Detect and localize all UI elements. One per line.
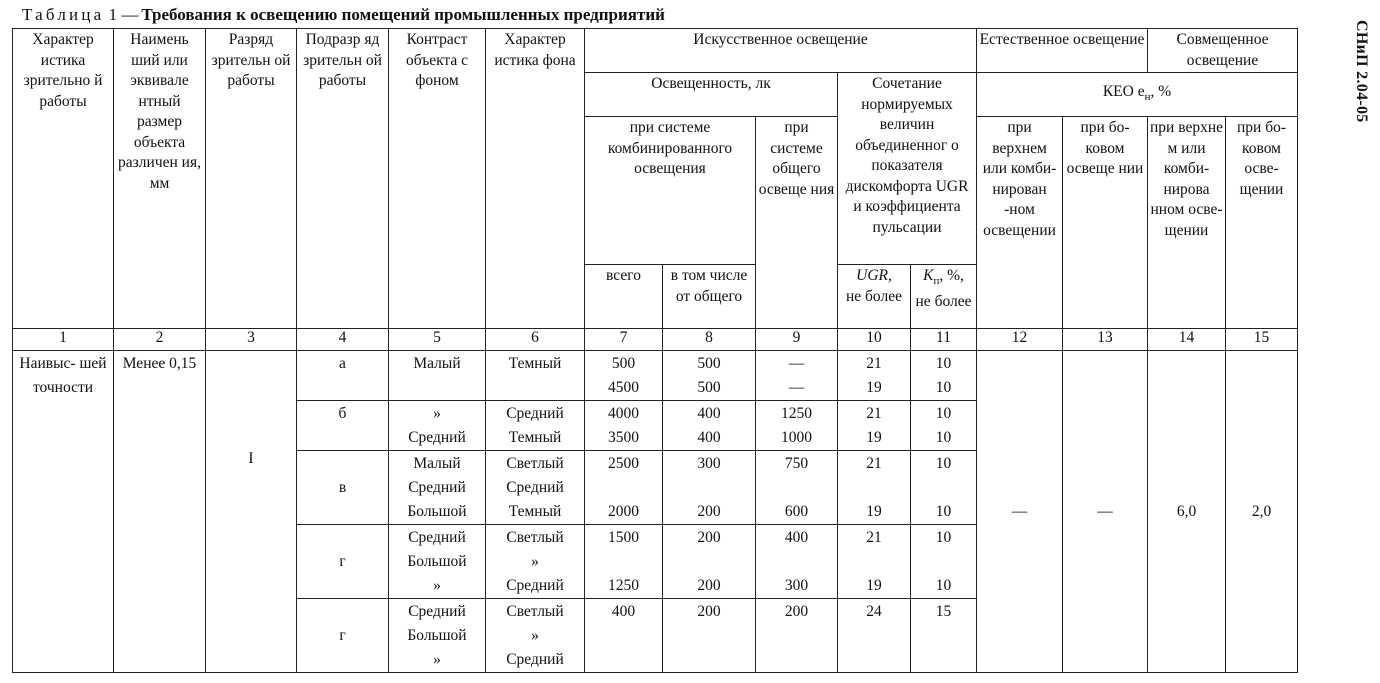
contrast-value-cell (389, 451, 486, 525)
illuminance-incl-general: 400 (697, 405, 721, 422)
illuminance-incl-general (665, 550, 753, 574)
header-total: всего (585, 265, 663, 329)
contrast-value: » (433, 577, 441, 594)
keo-subscript: н (1144, 91, 1151, 104)
background-value: Темный (508, 355, 562, 372)
illuminance-general-cell (756, 525, 838, 599)
illuminance-incl-general (665, 476, 753, 500)
illuminance-total-cell (585, 401, 663, 451)
ugr-value-cell (838, 451, 911, 525)
column-number: 7 (585, 329, 663, 351)
background-value: Средний (506, 577, 564, 594)
keo-natural-top: — (977, 351, 1063, 673)
pulsation-coefficient: 10 (935, 405, 952, 422)
illuminance-incl-general: 200 (697, 603, 721, 620)
pulsation-coefficient-cell (911, 599, 977, 673)
illuminance-total: 1500 (608, 529, 639, 546)
column-number: 5 (389, 329, 486, 351)
illuminance-total (587, 476, 660, 500)
pulsation-coefficient (913, 550, 974, 574)
column-number: 8 (663, 329, 756, 351)
illuminance-general: 400 (784, 529, 809, 546)
column-number: 2 (114, 329, 206, 351)
column-number-row (13, 329, 1298, 351)
ugr-value-cell (838, 401, 911, 451)
illuminance-general (758, 476, 835, 500)
ugr-value (840, 550, 908, 574)
background-value-cell (486, 599, 585, 673)
contrast-value: Большой (407, 553, 467, 570)
pulsation-coefficient-cell (911, 451, 977, 525)
header-subcategory: Подразр яд зрительн ой работы (297, 29, 389, 329)
pulsation-coefficient-cell (911, 401, 977, 451)
background-value: Средний (506, 651, 564, 668)
illuminance-incl-general: 500 (697, 355, 721, 372)
table-row (13, 351, 1298, 401)
background-value: Светлый (506, 529, 564, 546)
keo-unit: , % (1150, 83, 1172, 101)
illuminance-total (587, 550, 660, 574)
subcategory: г (297, 599, 389, 673)
illuminance-general: 1250 (781, 405, 812, 422)
illuminance-total-cell (585, 451, 663, 525)
ugr-value-cell (838, 525, 911, 599)
ugr-note: не более (846, 287, 902, 305)
header-contrast: Контраст объекта с фоном (389, 29, 486, 329)
illuminance-general-cell (756, 401, 838, 451)
header-background: Характер истика фона (486, 29, 585, 329)
illuminance-total: 4000 (608, 405, 639, 422)
column-number: 3 (206, 329, 297, 351)
background-value-cell (486, 525, 585, 599)
pulsation-coefficient: 10 (935, 355, 952, 372)
contrast-value: Средний (408, 529, 466, 546)
illuminance-general (758, 550, 835, 574)
background-value-cell (486, 351, 585, 401)
illuminance-total: 2000 (608, 503, 639, 520)
background-value-cell (486, 451, 585, 525)
table-body (13, 351, 1298, 673)
header-category: Разряд зрительн ой работы (206, 29, 297, 329)
kp-note: не более (915, 292, 972, 310)
ugr-value: 21 (866, 455, 882, 472)
keo-label: КЕО е (1102, 83, 1145, 101)
illuminance-total: 2500 (608, 455, 639, 472)
background-value: Светлый (506, 603, 564, 620)
caption-prefix: Таблица (22, 5, 105, 24)
pulsation-coefficient: 10 (935, 503, 952, 520)
background-value: » (531, 627, 539, 644)
illuminance-total-cell (585, 351, 663, 401)
illuminance-total-cell (585, 599, 663, 673)
background-value: Средний (506, 479, 564, 496)
background-value: Темный (508, 429, 562, 446)
illuminance-total: 1250 (608, 577, 639, 594)
pulsation-coefficient: 10 (935, 379, 952, 396)
ugr-value: 19 (866, 379, 882, 396)
illuminance-incl-general: 200 (697, 577, 721, 594)
illuminance-incl-general-cell (663, 401, 756, 451)
header-ugr (838, 265, 911, 329)
pulsation-coefficient: 15 (935, 603, 952, 620)
header-combined-system: при системе комбинированного освещения (585, 117, 756, 265)
illuminance-incl-general-cell (663, 599, 756, 673)
contrast-value-cell (389, 351, 486, 401)
column-number: 9 (756, 329, 838, 351)
header-combined-side: при бо- ковом осве- щении (1226, 117, 1298, 329)
ugr-value-cell (838, 599, 911, 673)
kp-subscript: п (933, 275, 940, 288)
illuminance-general: 1000 (781, 429, 812, 446)
pulsation-coefficient-cell (911, 351, 977, 401)
subcategory: в (297, 451, 389, 525)
background-value: Светлый (506, 455, 564, 472)
contrast-value-cell (389, 599, 486, 673)
work-characteristic: Наивыс- шей точности (13, 351, 114, 673)
illuminance-general: 750 (784, 455, 809, 472)
contrast-value-cell (389, 401, 486, 451)
illuminance-total: 500 (611, 355, 636, 372)
subcategory: г (297, 525, 389, 599)
pulsation-coefficient (913, 476, 974, 500)
illuminance-incl-general: 200 (697, 529, 721, 546)
lighting-requirements-table (12, 28, 1298, 673)
contrast-value: Средний (408, 429, 466, 446)
background-value-cell (486, 401, 585, 451)
illuminance-general-cell (756, 351, 838, 401)
illuminance-general-cell (756, 451, 838, 525)
illuminance-general: — (788, 379, 805, 396)
keo-natural-side: — (1063, 351, 1148, 673)
header-artificial-lighting: Искусственное освещение (585, 29, 977, 73)
column-number: 15 (1226, 329, 1298, 351)
object-size: Менее 0,15 (114, 351, 206, 673)
header-object-size: Наимень ший или эквивале нтный размер объекта различен ия, мм (114, 29, 206, 329)
caption-title: Требования к освещению помещений промышленных предприятий (141, 5, 665, 24)
illuminance-total: 4500 (608, 379, 639, 396)
contrast-value-cell (389, 525, 486, 599)
work-category: I (206, 351, 297, 673)
illuminance-total-cell (585, 525, 663, 599)
illuminance-incl-general: 200 (697, 503, 721, 520)
kp-unit: , %, (939, 267, 964, 284)
background-value: » (531, 553, 539, 570)
ugr-value (840, 476, 908, 500)
keo-combined-side: 2,0 (1226, 351, 1298, 673)
illuminance-incl-general-cell (663, 351, 756, 401)
header-general-system: при системе общего освеще ния (756, 117, 838, 329)
header-illuminance: Освещенность, лк (585, 73, 838, 117)
pulsation-coefficient: 10 (935, 529, 952, 546)
illuminance-general: 200 (784, 603, 809, 620)
illuminance-general: 600 (784, 503, 809, 520)
contrast-value: » (433, 651, 441, 668)
illuminance-incl-general: 500 (697, 379, 721, 396)
ugr-value: 19 (866, 577, 882, 594)
illuminance-incl-general-cell (663, 525, 756, 599)
illuminance-incl-general-cell (663, 451, 756, 525)
contrast-value: Малый (413, 355, 461, 372)
contrast-value: Большой (407, 503, 467, 520)
column-number: 13 (1063, 329, 1148, 351)
subcategory: а (297, 351, 389, 401)
ugr-value-cell (838, 351, 911, 401)
column-number: 6 (486, 329, 585, 351)
header-incl-general: в том числе от общего (663, 265, 756, 329)
kp-label: К (923, 267, 934, 284)
background-value: Темный (508, 503, 562, 520)
column-number: 1 (13, 329, 114, 351)
header-combined-lighting: Совмещенное освещение (1148, 29, 1298, 73)
column-number: 11 (911, 329, 977, 351)
header-combined-top: при верхне м или комби- нирова нном осве- щении (1148, 117, 1226, 329)
header-ugr-combination: Сочетание нормируемых величин объединенног о показателя дискомфорта UGR и коэффициента пульсации (838, 73, 977, 265)
ugr-value: 19 (866, 429, 882, 446)
column-number: 10 (838, 329, 911, 351)
header-kp (911, 265, 977, 329)
illuminance-general-cell (756, 599, 838, 673)
ugr-value: 21 (866, 405, 882, 422)
column-number: 4 (297, 329, 389, 351)
pulsation-coefficient-cell (911, 525, 977, 599)
header-keo (977, 73, 1298, 117)
ugr-value: 24 (866, 603, 882, 620)
column-number: 12 (977, 329, 1063, 351)
keo-combined-top: 6,0 (1148, 351, 1226, 673)
illuminance-general: — (788, 355, 805, 372)
contrast-value: Малый (413, 455, 461, 472)
background-value: Средний (506, 405, 564, 422)
contrast-value: Средний (408, 603, 466, 620)
ugr-value: 21 (866, 529, 882, 546)
header-natural-top: при верхнем или комби- нирован -ном освещении (977, 117, 1063, 329)
pulsation-coefficient: 10 (935, 577, 952, 594)
contrast-value: Большой (407, 627, 467, 644)
illuminance-general: 300 (784, 577, 809, 594)
ugr-value: 19 (866, 503, 882, 520)
pulsation-coefficient: 10 (935, 455, 952, 472)
illuminance-total: 400 (611, 603, 636, 620)
ugr-label: UGR, (856, 267, 892, 284)
caption-dash: — (121, 5, 139, 24)
document-id: СНиП 2.04-05 (1353, 20, 1370, 123)
contrast-value: » (433, 405, 441, 422)
illuminance-incl-general: 300 (697, 455, 721, 472)
column-number: 14 (1148, 329, 1226, 351)
illuminance-total: 3500 (608, 429, 639, 446)
illuminance-incl-general: 400 (697, 429, 721, 446)
table-caption (22, 5, 665, 25)
header-natural-side: при бо- ковом освеще нии (1063, 117, 1148, 329)
pulsation-coefficient: 10 (935, 429, 952, 446)
ugr-value: 21 (866, 355, 882, 372)
subcategory: б (297, 401, 389, 451)
header-natural-lighting: Естественное освещение (977, 29, 1148, 73)
header-characteristic: Характер истика зрительно й работы (13, 29, 114, 329)
contrast-value: Средний (408, 479, 466, 496)
caption-number: 1 (108, 5, 121, 24)
